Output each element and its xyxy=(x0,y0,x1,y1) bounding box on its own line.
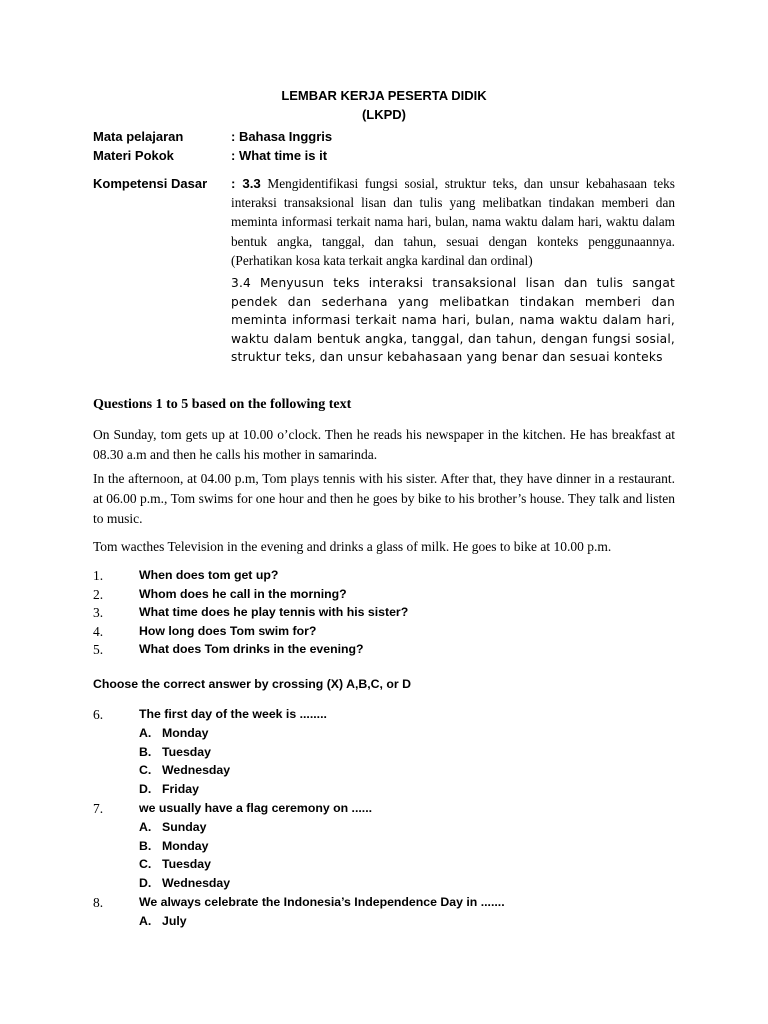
option-text: Sunday xyxy=(162,819,207,834)
question-text: What does Tom drinks in the evening? xyxy=(139,642,364,656)
mc-question-text: we usually have a flag ceremony on ...... xyxy=(139,800,373,815)
reading-paragraph-1: On Sunday, tom gets up at 10.00 o’clock. Then he reads his newspaper in the kitchen. He has breakfast at 08.30 a.m and then he calls his mother in samarinda. xyxy=(93,427,675,462)
mc-question-text: We always celebrate the Indonesia’s Independence Day in ....... xyxy=(139,894,505,909)
worksheet-title: LEMBAR KERJA PESERTA DIDIK xyxy=(281,88,487,103)
question-number: 5. xyxy=(93,642,104,657)
option-text: Tuesday xyxy=(162,857,211,872)
mc-question-list xyxy=(93,707,693,933)
question-number: 2. xyxy=(93,586,104,602)
topic-value: : What time is it xyxy=(231,148,328,163)
competency-3-3 xyxy=(231,174,675,270)
reading-paragraph-3: Tom wacthes Television in the evening and drinks a glass of milk. He goes to bike at 10.00 p.m. xyxy=(93,539,612,554)
option-letter: B. xyxy=(139,838,152,853)
mc-option[interactable] xyxy=(93,876,693,895)
option-text: Monday xyxy=(162,725,209,740)
mc-option[interactable] xyxy=(93,782,693,801)
mc-option[interactable] xyxy=(93,745,693,764)
essay-question-list xyxy=(93,568,693,661)
subject-value: : Bahasa Inggris xyxy=(231,129,333,144)
subject-label: Mata pelajaran xyxy=(93,129,184,144)
mc-question-number: 6. xyxy=(93,707,104,722)
mc-option[interactable] xyxy=(93,763,693,782)
topic-label: Materi Pokok xyxy=(93,148,174,163)
option-letter: C. xyxy=(139,857,152,872)
competency-3-3-text: Mengidentifikasi fungsi sosial, struktur teks, dan unsur kebahasaan teks interaksi transaksional lisan dan tulis yang melibatkan tindakan memberi dan meminta informasi terkait nama hari, bulan, nama waktu dalam hari, waktu dalam bentuk angka, tanggal, dan tahun, sesuai dengan konteks penggunaannya. (Perhatikan kosa kata terkait angka kardinal dan ordinal) xyxy=(231,176,675,268)
mc-option[interactable] xyxy=(93,839,693,858)
question-item xyxy=(93,587,693,606)
option-letter: B. xyxy=(139,744,152,759)
mc-option[interactable] xyxy=(93,914,693,933)
mc-question xyxy=(93,707,693,726)
option-letter: A. xyxy=(139,725,152,740)
option-letter: A. xyxy=(139,913,152,928)
mc-question xyxy=(93,895,693,914)
mc-option[interactable] xyxy=(93,726,693,745)
reading-paragraph-2: In the afternoon, at 04.00 p.m, Tom plays tennis with his sister. After that, they have dinner in a restaurant. at 06.00 p.m., Tom swims for one hour and then he goes by bike to his brother’s house. They talk and listen to music. xyxy=(93,471,675,526)
question-item xyxy=(93,642,693,661)
question-number: 4. xyxy=(93,623,104,639)
question-text: Whom does he call in the morning? xyxy=(139,586,347,601)
mc-question-number: 7. xyxy=(93,800,104,816)
question-item xyxy=(93,605,693,624)
option-text: Wednesday xyxy=(162,876,231,891)
question-text: How long does Tom swim for? xyxy=(139,623,317,638)
option-text: Friday xyxy=(162,782,199,797)
reading-heading: Questions 1 to 5 based on the following text xyxy=(93,397,352,412)
option-letter: C. xyxy=(139,763,152,778)
question-text: What time does he play tennis with his sister? xyxy=(139,605,409,619)
competency-3-4: 3.4 Menyusun teks interaksi transaksional lisan dan tulis sangat pendek dan sederhana yang melibatkan tindakan memberi dan meminta informasi terkait nama hari, bulan, nama waktu dalam hari, waktu dalam bentuk angka, tanggal, dan tahun, dengan fungsi sosial, struktur teks, dan unsur kebahasaan yang benar dan sesuai konteks xyxy=(231,276,675,365)
option-text: Tuesday xyxy=(162,744,211,759)
question-number: 1. xyxy=(93,568,104,583)
option-text: July xyxy=(162,913,187,928)
mc-question-text: The first day of the week is ........ xyxy=(139,707,327,721)
option-letter: D. xyxy=(139,782,152,797)
option-letter: D. xyxy=(139,876,152,891)
competency-label: Kompetensi Dasar xyxy=(93,176,208,191)
option-text: Wednesday xyxy=(162,763,231,778)
mc-question xyxy=(93,801,693,820)
mc-instruction: Choose the correct answer by crossing (X) A,B,C, or D xyxy=(93,677,411,691)
mc-question-number: 8. xyxy=(93,894,104,910)
question-item xyxy=(93,568,693,587)
question-number: 3. xyxy=(93,605,104,620)
option-text: Monday xyxy=(162,838,209,853)
question-text: When does tom get up? xyxy=(139,568,279,582)
competency-3-3-number: : 3.3 xyxy=(231,176,261,191)
mc-option[interactable] xyxy=(93,820,693,839)
question-item xyxy=(93,624,693,643)
mc-option[interactable] xyxy=(93,857,693,876)
worksheet-subtitle: (LKPD) xyxy=(361,107,407,122)
option-letter: A. xyxy=(139,819,152,834)
